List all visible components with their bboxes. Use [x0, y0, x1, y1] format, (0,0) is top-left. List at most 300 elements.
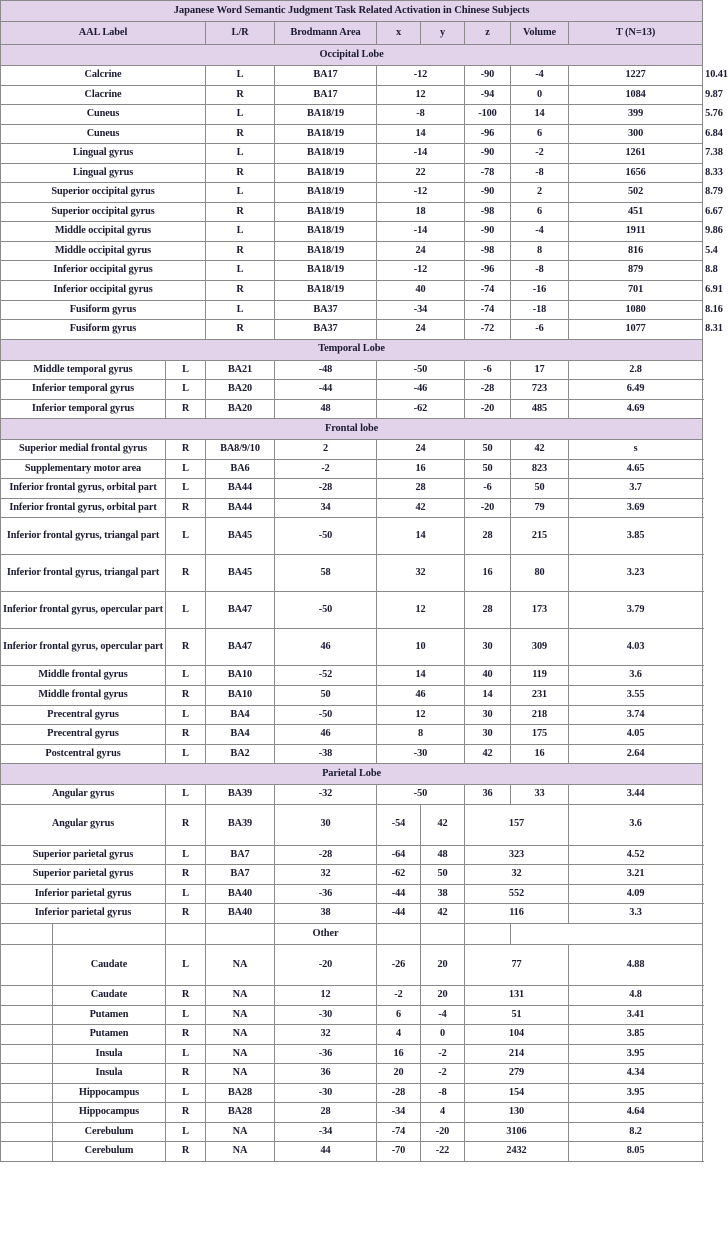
cell-ba: BA47 — [206, 592, 275, 629]
spacer-cell — [421, 923, 465, 944]
cell-x: 2 — [275, 440, 377, 460]
cell-x: 32 — [275, 1025, 377, 1045]
cell-volume: 33 — [511, 785, 569, 805]
cell-aal: Superior parietal gyrus — [1, 865, 166, 885]
cell-lr: L — [206, 183, 275, 203]
section-header-temporal-lobe — [1, 339, 703, 360]
cell-lr: L — [166, 380, 206, 400]
cell-aal: Caudate — [53, 985, 166, 1005]
cell-x: 50 — [275, 686, 377, 706]
cell-y: -46 — [377, 380, 465, 400]
table-row — [1, 865, 703, 885]
cell-y: -50 — [377, 785, 465, 805]
table-row: Lingual gyrus L BA18/19 -14 -90 -2 1261 7.38 — [1, 144, 703, 164]
cell-aal: Inferior occipital gyrus — [1, 261, 206, 281]
cell-ba: BA18/19 — [275, 105, 377, 125]
cell-ba: BA18/19 — [275, 183, 377, 203]
cell-lr: L — [206, 222, 275, 242]
table-row — [1, 705, 703, 725]
cell-y: 6 — [377, 1005, 421, 1025]
cell-z: -20 — [465, 399, 511, 419]
table-row — [1, 1005, 703, 1025]
table-row — [1, 1044, 703, 1064]
cell-t: 3.6 — [569, 804, 703, 845]
cell-z: 28 — [465, 592, 511, 629]
cell-aal: Inferior frontal gyrus, triangal part — [1, 518, 166, 555]
cell-ba: NA — [206, 944, 275, 985]
cell-t: s — [569, 440, 703, 460]
cell-aal: Middle frontal gyrus — [1, 666, 166, 686]
table-row — [1, 1142, 703, 1162]
cell-y: -44 — [377, 904, 421, 924]
section-header-other — [1, 923, 703, 944]
cell-lr: L — [206, 261, 275, 281]
cell-x: 28 — [275, 1103, 377, 1123]
cell-aal: Postcentral gyrus — [1, 744, 166, 764]
table-row — [1, 884, 703, 904]
page-title: Japanese Word Semantic Judgment Task Related Activation in Chinese Subjects — [1, 1, 703, 22]
cell-volume: 1084 — [569, 85, 703, 105]
table-row — [1, 845, 703, 865]
cell-x: -50 — [275, 592, 377, 629]
cell-ba: NA — [206, 1122, 275, 1142]
cell-ba: NA — [206, 1064, 275, 1084]
cell-x: -36 — [275, 884, 377, 904]
cell-ba: NA — [206, 985, 275, 1005]
cell-x: 24 — [377, 241, 465, 261]
table-row — [1, 459, 703, 479]
cell-y: -94 — [465, 85, 511, 105]
cell-t: 8.05 — [569, 1142, 703, 1162]
cell-volume: 104 — [465, 1025, 569, 1045]
cell-lr: L — [166, 845, 206, 865]
cell-volume: 157 — [465, 804, 569, 845]
cell-ba: BA18/19 — [275, 261, 377, 281]
cell-x: 58 — [275, 555, 377, 592]
column-header-aal: AAL Label — [1, 22, 206, 45]
cell-lr: L — [166, 360, 206, 380]
cell-x: -14 — [377, 222, 465, 242]
cell-x: 34 — [275, 498, 377, 518]
cell-volume: 32 — [465, 865, 569, 885]
cell-y: 14 — [377, 666, 465, 686]
cell-t: 3.74 — [569, 705, 703, 725]
cell-z: -2 — [511, 144, 569, 164]
cell-z: -6 — [465, 360, 511, 380]
cell-volume: 3106 — [465, 1122, 569, 1142]
cell-spacer — [1, 985, 53, 1005]
cell-ba: BA39 — [206, 785, 275, 805]
cell-y: -98 — [465, 241, 511, 261]
cell-x: 24 — [377, 320, 465, 340]
cell-ba: BA47 — [206, 629, 275, 666]
cell-aal: Lingual gyrus — [1, 144, 206, 164]
cell-z: -4 — [511, 66, 569, 86]
table-row — [1, 744, 703, 764]
cell-y: 8 — [377, 725, 465, 745]
cell-z: 6 — [511, 202, 569, 222]
cell-z: 0 — [511, 85, 569, 105]
cell-x: 12 — [377, 85, 465, 105]
cell-t: 4.88 — [569, 944, 703, 985]
cell-ba: BA44 — [206, 479, 275, 499]
cell-lr: L — [166, 479, 206, 499]
table-row — [1, 629, 703, 666]
cell-z: -18 — [511, 300, 569, 320]
cell-x: 36 — [275, 1064, 377, 1084]
cell-t: 3.69 — [569, 498, 703, 518]
cell-spacer — [1, 1122, 53, 1142]
cell-y: 42 — [377, 498, 465, 518]
cell-z: 14 — [465, 686, 511, 706]
cell-lr: R — [166, 686, 206, 706]
cell-y: -74 — [465, 281, 511, 301]
cell-t: 4.64 — [569, 1103, 703, 1123]
cell-aal: Inferior parietal gyrus — [1, 904, 166, 924]
cell-volume: 1911 — [569, 222, 703, 242]
table-row: Fusiform gyrus R BA37 24 -72 -6 1077 8.31 — [1, 320, 703, 340]
cell-x: -34 — [377, 300, 465, 320]
cell-x: -12 — [377, 66, 465, 86]
cell-volume: 309 — [511, 629, 569, 666]
table-row — [1, 666, 703, 686]
cell-z: 50 — [421, 865, 465, 885]
cell-z: -16 — [511, 281, 569, 301]
cell-x: -20 — [275, 944, 377, 985]
cell-volume: 879 — [569, 261, 703, 281]
cell-volume: 485 — [511, 399, 569, 419]
cell-x: -8 — [377, 105, 465, 125]
cell-y: -74 — [465, 300, 511, 320]
cell-y: -54 — [377, 804, 421, 845]
cell-y: 16 — [377, 459, 465, 479]
cell-lr: R — [166, 904, 206, 924]
cell-aal: Superior medial frontal gyrus — [1, 440, 166, 460]
cell-spacer — [1, 1025, 53, 1045]
cell-lr: R — [166, 804, 206, 845]
table-row: Inferior occipital gyrus L BA18/19 -12 -96 -8 879 8.8 — [1, 261, 703, 281]
cell-volume: 1261 — [569, 144, 703, 164]
cell-x: -44 — [275, 380, 377, 400]
spacer-cell — [206, 923, 275, 944]
table-row — [1, 1122, 703, 1142]
cell-y: -72 — [465, 320, 511, 340]
cell-volume: 451 — [569, 202, 703, 222]
cell-y: 28 — [377, 479, 465, 499]
cell-lr: R — [166, 865, 206, 885]
cell-aal: Putamen — [53, 1025, 166, 1045]
cell-ba: BA17 — [275, 66, 377, 86]
cell-y: -62 — [377, 399, 465, 419]
cell-aal: Inferior frontal gyrus, triangal part — [1, 555, 166, 592]
cell-x: 44 — [275, 1142, 377, 1162]
cell-ba: BA45 — [206, 518, 275, 555]
cell-volume: 79 — [511, 498, 569, 518]
cell-t: 4.05 — [569, 725, 703, 745]
table-row — [1, 804, 703, 845]
cell-ba: BA44 — [206, 498, 275, 518]
cell-lr: R — [206, 163, 275, 183]
section-label: Frontal lobe — [1, 419, 703, 440]
table-row — [1, 592, 703, 629]
cell-ba: BA8/9/10 — [206, 440, 275, 460]
cell-x: -50 — [275, 518, 377, 555]
cell-z: 20 — [421, 944, 465, 985]
cell-ba: BA20 — [206, 380, 275, 400]
cell-aal: Cerebulum — [53, 1122, 166, 1142]
cell-aal: Superior occipital gyrus — [1, 202, 206, 222]
cell-x: -48 — [275, 360, 377, 380]
cell-z: -4 — [421, 1005, 465, 1025]
table-row — [1, 1025, 703, 1045]
spacer-cell — [166, 923, 206, 944]
spacer-cell — [1, 923, 53, 944]
table-row — [1, 725, 703, 745]
cell-t: 3.21 — [569, 865, 703, 885]
cell-ba: BA37 — [275, 320, 377, 340]
cell-z: -2 — [421, 1044, 465, 1064]
column-header-ba: Brodmann Area — [275, 22, 377, 45]
table-row: Inferior occipital gyrus R BA18/19 40 -74 -16 701 6.91 — [1, 281, 703, 301]
column-header-lr: L/R — [206, 22, 275, 45]
cell-x: 12 — [275, 985, 377, 1005]
table-row — [1, 380, 703, 400]
cell-volume: 701 — [569, 281, 703, 301]
cell-lr: L — [166, 744, 206, 764]
cell-z: -28 — [465, 380, 511, 400]
cell-ba: BA37 — [275, 300, 377, 320]
cell-aal: Cuneus — [1, 105, 206, 125]
table-row: Clacrine R BA17 12 -94 0 1084 9.87 — [1, 85, 703, 105]
cell-z: 48 — [421, 845, 465, 865]
cell-z: 16 — [465, 555, 511, 592]
cell-aal: Caudate — [53, 944, 166, 985]
cell-x: -34 — [275, 1122, 377, 1142]
cell-t: 3.6 — [569, 666, 703, 686]
cell-ba: BA45 — [206, 555, 275, 592]
cell-lr: R — [166, 725, 206, 745]
cell-lr: R — [166, 555, 206, 592]
cell-ba: BA4 — [206, 725, 275, 745]
cell-t: 3.79 — [569, 592, 703, 629]
cell-volume: 323 — [465, 845, 569, 865]
cell-x: -28 — [275, 845, 377, 865]
cell-volume: 502 — [569, 183, 703, 203]
cell-volume: 279 — [465, 1064, 569, 1084]
cell-lr: R — [206, 241, 275, 261]
cell-z: 36 — [465, 785, 511, 805]
cell-aal: Inferior parietal gyrus — [1, 884, 166, 904]
cell-ba: BA18/19 — [275, 281, 377, 301]
cell-x: -38 — [275, 744, 377, 764]
cell-aal: Insula — [53, 1044, 166, 1064]
cell-y: -62 — [377, 865, 421, 885]
cell-lr: R — [206, 320, 275, 340]
cell-volume: 16 — [511, 744, 569, 764]
cell-z: -8 — [421, 1083, 465, 1103]
column-header-z: z — [465, 22, 511, 45]
cell-y: 16 — [377, 1044, 421, 1064]
cell-volume: 130 — [465, 1103, 569, 1123]
cell-aal: Inferior frontal gyrus, orbital part — [1, 479, 166, 499]
table-row: Lingual gyrus R BA18/19 22 -78 -8 1656 8.33 — [1, 163, 703, 183]
cell-lr: L — [206, 300, 275, 320]
cell-z: 28 — [465, 518, 511, 555]
cell-t: 3.85 — [569, 1025, 703, 1045]
table-row — [1, 1064, 703, 1084]
cell-x: 46 — [275, 725, 377, 745]
cell-volume: 119 — [511, 666, 569, 686]
cell-aal: Middle frontal gyrus — [1, 686, 166, 706]
cell-y: -26 — [377, 944, 421, 985]
cell-spacer — [1, 1064, 53, 1084]
cell-volume: 399 — [569, 105, 703, 125]
cell-ba: BA6 — [206, 459, 275, 479]
cell-volume: 2432 — [465, 1142, 569, 1162]
cell-lr: L — [166, 1083, 206, 1103]
cell-aal: Middle occipital gyrus — [1, 241, 206, 261]
cell-volume: 1080 — [569, 300, 703, 320]
cell-y: -2 — [377, 985, 421, 1005]
cell-t: 3.23 — [569, 555, 703, 592]
cell-y: -50 — [377, 360, 465, 380]
spacer-cell — [465, 923, 511, 944]
cell-aal: Supplementary motor area — [1, 459, 166, 479]
cell-aal: Middle temporal gyrus — [1, 360, 166, 380]
table-row: Calcrine L BA17 -12 -90 -4 1227 10.41 — [1, 66, 703, 86]
cell-aal: Hippocampus — [53, 1103, 166, 1123]
cell-lr: R — [166, 629, 206, 666]
cell-volume: 80 — [511, 555, 569, 592]
cell-lr: L — [206, 105, 275, 125]
table-row — [1, 904, 703, 924]
cell-x: -52 — [275, 666, 377, 686]
cell-aal: Inferior frontal gyrus, opercular part — [1, 592, 166, 629]
cell-aal: Inferior temporal gyrus — [1, 380, 166, 400]
cell-aal: Insula — [53, 1064, 166, 1084]
cell-volume: 300 — [569, 124, 703, 144]
cell-lr: L — [166, 1044, 206, 1064]
cell-ba: BA18/19 — [275, 144, 377, 164]
cell-spacer — [1, 1142, 53, 1162]
cell-y: 46 — [377, 686, 465, 706]
cell-lr: L — [206, 66, 275, 86]
table-title-row — [1, 1, 703, 22]
cell-x: 32 — [275, 865, 377, 885]
cell-aal: Angular gyrus — [1, 804, 166, 845]
cell-y: 32 — [377, 555, 465, 592]
cell-ba: NA — [206, 1005, 275, 1025]
column-header-y: y — [421, 22, 465, 45]
cell-y: -34 — [377, 1103, 421, 1123]
cell-x: 48 — [275, 399, 377, 419]
cell-y: 10 — [377, 629, 465, 666]
cell-z: 38 — [421, 884, 465, 904]
cell-x: 18 — [377, 202, 465, 222]
cell-z: -8 — [511, 163, 569, 183]
cell-ba: NA — [206, 1044, 275, 1064]
cell-aal: Cerebulum — [53, 1142, 166, 1162]
section-label: Other — [275, 923, 377, 944]
cell-aal: Superior parietal gyrus — [1, 845, 166, 865]
cell-z: -22 — [421, 1142, 465, 1162]
cell-ba: NA — [206, 1025, 275, 1045]
cell-ba: BA40 — [206, 904, 275, 924]
cell-t: 3.3 — [569, 904, 703, 924]
cell-lr: R — [166, 985, 206, 1005]
cell-z: 30 — [465, 629, 511, 666]
cell-z: -6 — [465, 479, 511, 499]
cell-x: 14 — [377, 124, 465, 144]
cell-t: 3.85 — [569, 518, 703, 555]
cell-lr: L — [166, 666, 206, 686]
cell-spacer — [1, 1083, 53, 1103]
table-row — [1, 686, 703, 706]
spacer-cell — [511, 923, 703, 944]
cell-lr: L — [166, 884, 206, 904]
cell-t: 3.95 — [569, 1044, 703, 1064]
cell-aal: Inferior occipital gyrus — [1, 281, 206, 301]
cell-lr: R — [206, 281, 275, 301]
cell-volume: 42 — [511, 440, 569, 460]
cell-lr: R — [166, 1103, 206, 1123]
cell-ba: BA10 — [206, 666, 275, 686]
cell-z: 14 — [511, 105, 569, 125]
cell-t: 2.8 — [569, 360, 703, 380]
cell-ba: BA2 — [206, 744, 275, 764]
cell-z: 40 — [465, 666, 511, 686]
cell-volume: 131 — [465, 985, 569, 1005]
cell-spacer — [1, 1044, 53, 1064]
cell-t: 2.64 — [569, 744, 703, 764]
cell-z: 50 — [465, 440, 511, 460]
cell-t: 3.95 — [569, 1083, 703, 1103]
cell-aal: Inferior frontal gyrus, orbital part — [1, 498, 166, 518]
section-header-occipital-lobe — [1, 45, 703, 66]
section-label: Parietal Lobe — [1, 764, 703, 785]
cell-lr: R — [166, 440, 206, 460]
cell-aal: Precentral gyrus — [1, 725, 166, 745]
cell-lr: R — [166, 1025, 206, 1045]
cell-x: -12 — [377, 183, 465, 203]
cell-y: -100 — [465, 105, 511, 125]
cell-z: -2 — [421, 1064, 465, 1084]
cell-volume: 77 — [465, 944, 569, 985]
cell-lr: L — [166, 592, 206, 629]
cell-t: 4.09 — [569, 884, 703, 904]
cell-y: -74 — [377, 1122, 421, 1142]
spacer-cell — [53, 923, 166, 944]
cell-z: 2 — [511, 183, 569, 203]
spacer-cell — [377, 923, 421, 944]
cell-aal: Middle occipital gyrus — [1, 222, 206, 242]
table-row — [1, 440, 703, 460]
cell-ba: BA18/19 — [275, 241, 377, 261]
cell-t: 3.41 — [569, 1005, 703, 1025]
cell-aal: Inferior frontal gyrus, opercular part — [1, 629, 166, 666]
cell-lr: L — [166, 1005, 206, 1025]
cell-volume: 50 — [511, 479, 569, 499]
cell-ba: BA39 — [206, 804, 275, 845]
cell-t: 4.03 — [569, 629, 703, 666]
cell-lr: R — [166, 399, 206, 419]
table-row — [1, 360, 703, 380]
cell-y: 14 — [377, 518, 465, 555]
cell-ba: BA18/19 — [275, 202, 377, 222]
cell-y: -70 — [377, 1142, 421, 1162]
cell-aal: Precentral gyrus — [1, 705, 166, 725]
table-row: Cuneus L BA18/19 -8 -100 14 399 5.76 — [1, 105, 703, 125]
